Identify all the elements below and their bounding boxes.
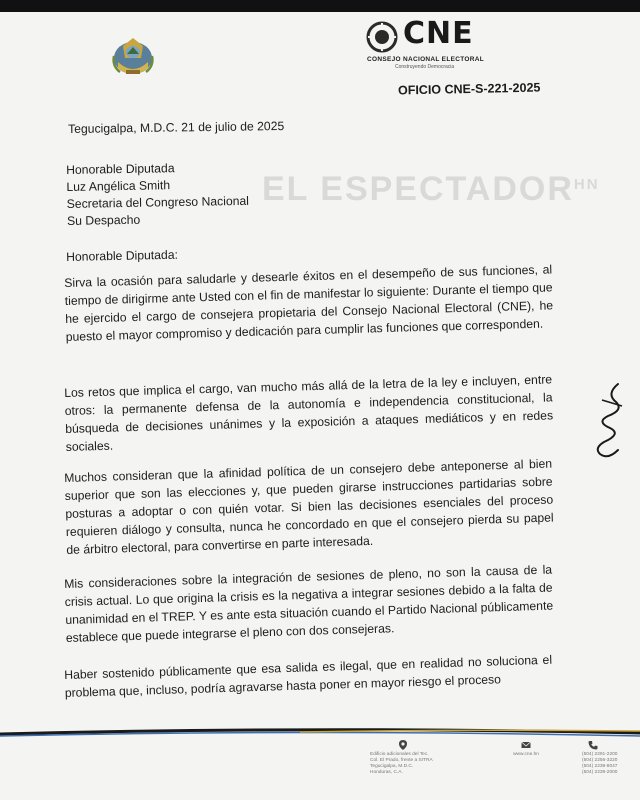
- footer-divider: [0, 728, 640, 738]
- footer: [360, 740, 640, 800]
- salutation: Honorable Diputada:: [66, 247, 179, 264]
- footer-phone: (504) 2239-2000: [582, 770, 618, 775]
- footer-phone: (504) 2256-3220: [582, 758, 618, 763]
- body-paragraph: Muchos consideran que la afinidad política de un consejero debe anteponerse al bien superior que son las elecciones y, que pueden girarse instrucciones partidarias sobre posturas a adoptar o con quién votar. Si bien las decisiones esenciales del proceso requieren diálogo y consulta, nunca he concordado en que el consejero pierda su papel de árbitro electoral, para convertirse en parte interesada.: [64, 456, 554, 557]
- honduras-seal-icon: [108, 32, 158, 80]
- watermark-text: EL ESPECTADOR: [262, 170, 574, 208]
- footer-phone: (504) 2291-2200: [582, 752, 618, 757]
- body-paragraph: Mis consideraciones sobre la integración de sesiones de pleno, no son la causa de la crisis actual. Lo que origina la crisis es la negativa a integrar sesiones debido a la falta de unanimidad en el TREP. Y es ante esta situación cuando el Partido Nacional públicamente establece que puede integrarse el pleno con dos consejeras.: [64, 562, 554, 645]
- footer-address: [370, 740, 438, 776]
- footer-address-line: Col. El Prado, frente a SITRA: [370, 758, 433, 763]
- addressee-line: Luz Angélica Smith: [66, 178, 171, 194]
- addressee-line: Su Despacho: [66, 212, 141, 228]
- watermark-suffix: HN: [573, 176, 600, 193]
- top-dark-edge: [0, 0, 640, 12]
- footer-phones: [582, 740, 632, 776]
- watermark: [262, 170, 600, 209]
- body-paragraph: Sirva la ocasión para saludarle y desearle éxitos en el desempeño de sus funciones, al tiempo de dirigirme ante Usted con el fin de manifestar lo siguiente: Durante el tiempo que he ejercido el cargo de consejera propietaria del Consejo Nacional Electoral (CNE), he puesto el mayor compromiso y dedicación para cumplir las funciones que corresponden.: [64, 262, 554, 344]
- footer-address-line: Edificio adicionales del Tec.: [370, 752, 429, 757]
- cne-logo-name: CNE: [403, 16, 474, 51]
- location-pin-icon: [398, 740, 408, 750]
- envelope-icon: [521, 740, 531, 750]
- place-date: Tegucigalpa, M.D.C. 21 de julio de 2025: [68, 118, 285, 136]
- footer-website: www.cne.hn: [513, 752, 539, 757]
- footer-web: [506, 740, 546, 758]
- addressee-line: Secretaria del Congreso Nacional: [66, 193, 250, 211]
- footer-address-line: Tegucigalpa, M.D.C.: [370, 764, 414, 769]
- cne-emblem-icon: [365, 20, 399, 54]
- body-paragraph: Haber sostenido públicamente que esa salida es ilegal, que en realidad no soluciona el problema que, incluso, podría agravarse hasta poner en mayor riesgo el proceso: [64, 652, 553, 700]
- phone-icon: [588, 740, 598, 750]
- cne-logo-full-name: CONSEJO NACIONAL ELECTORAL: [367, 56, 484, 63]
- cne-logo: [365, 16, 505, 70]
- cne-logo-tagline: Construyendo Democracia: [395, 64, 455, 70]
- margin-signature: [588, 380, 630, 460]
- footer-phone: (504) 2239-8047: [582, 764, 618, 769]
- addressee-line: Honorable Diputada: [66, 161, 175, 177]
- footer-address-line: Honduras, C.A.: [370, 770, 403, 775]
- addressee-block: [66, 159, 249, 230]
- body-paragraph: Los retos que implica el cargo, van mucho más allá de la letra de la ley e incluyen, entre otros: la permanente defensa de la autonomía e independencia constitucional, la búsqueda de decisiones unánimes y la exposición a ataques mediáticos y en redes sociales.: [64, 372, 554, 454]
- office-number: OFICIO CNE-S-221-2025: [397, 80, 541, 98]
